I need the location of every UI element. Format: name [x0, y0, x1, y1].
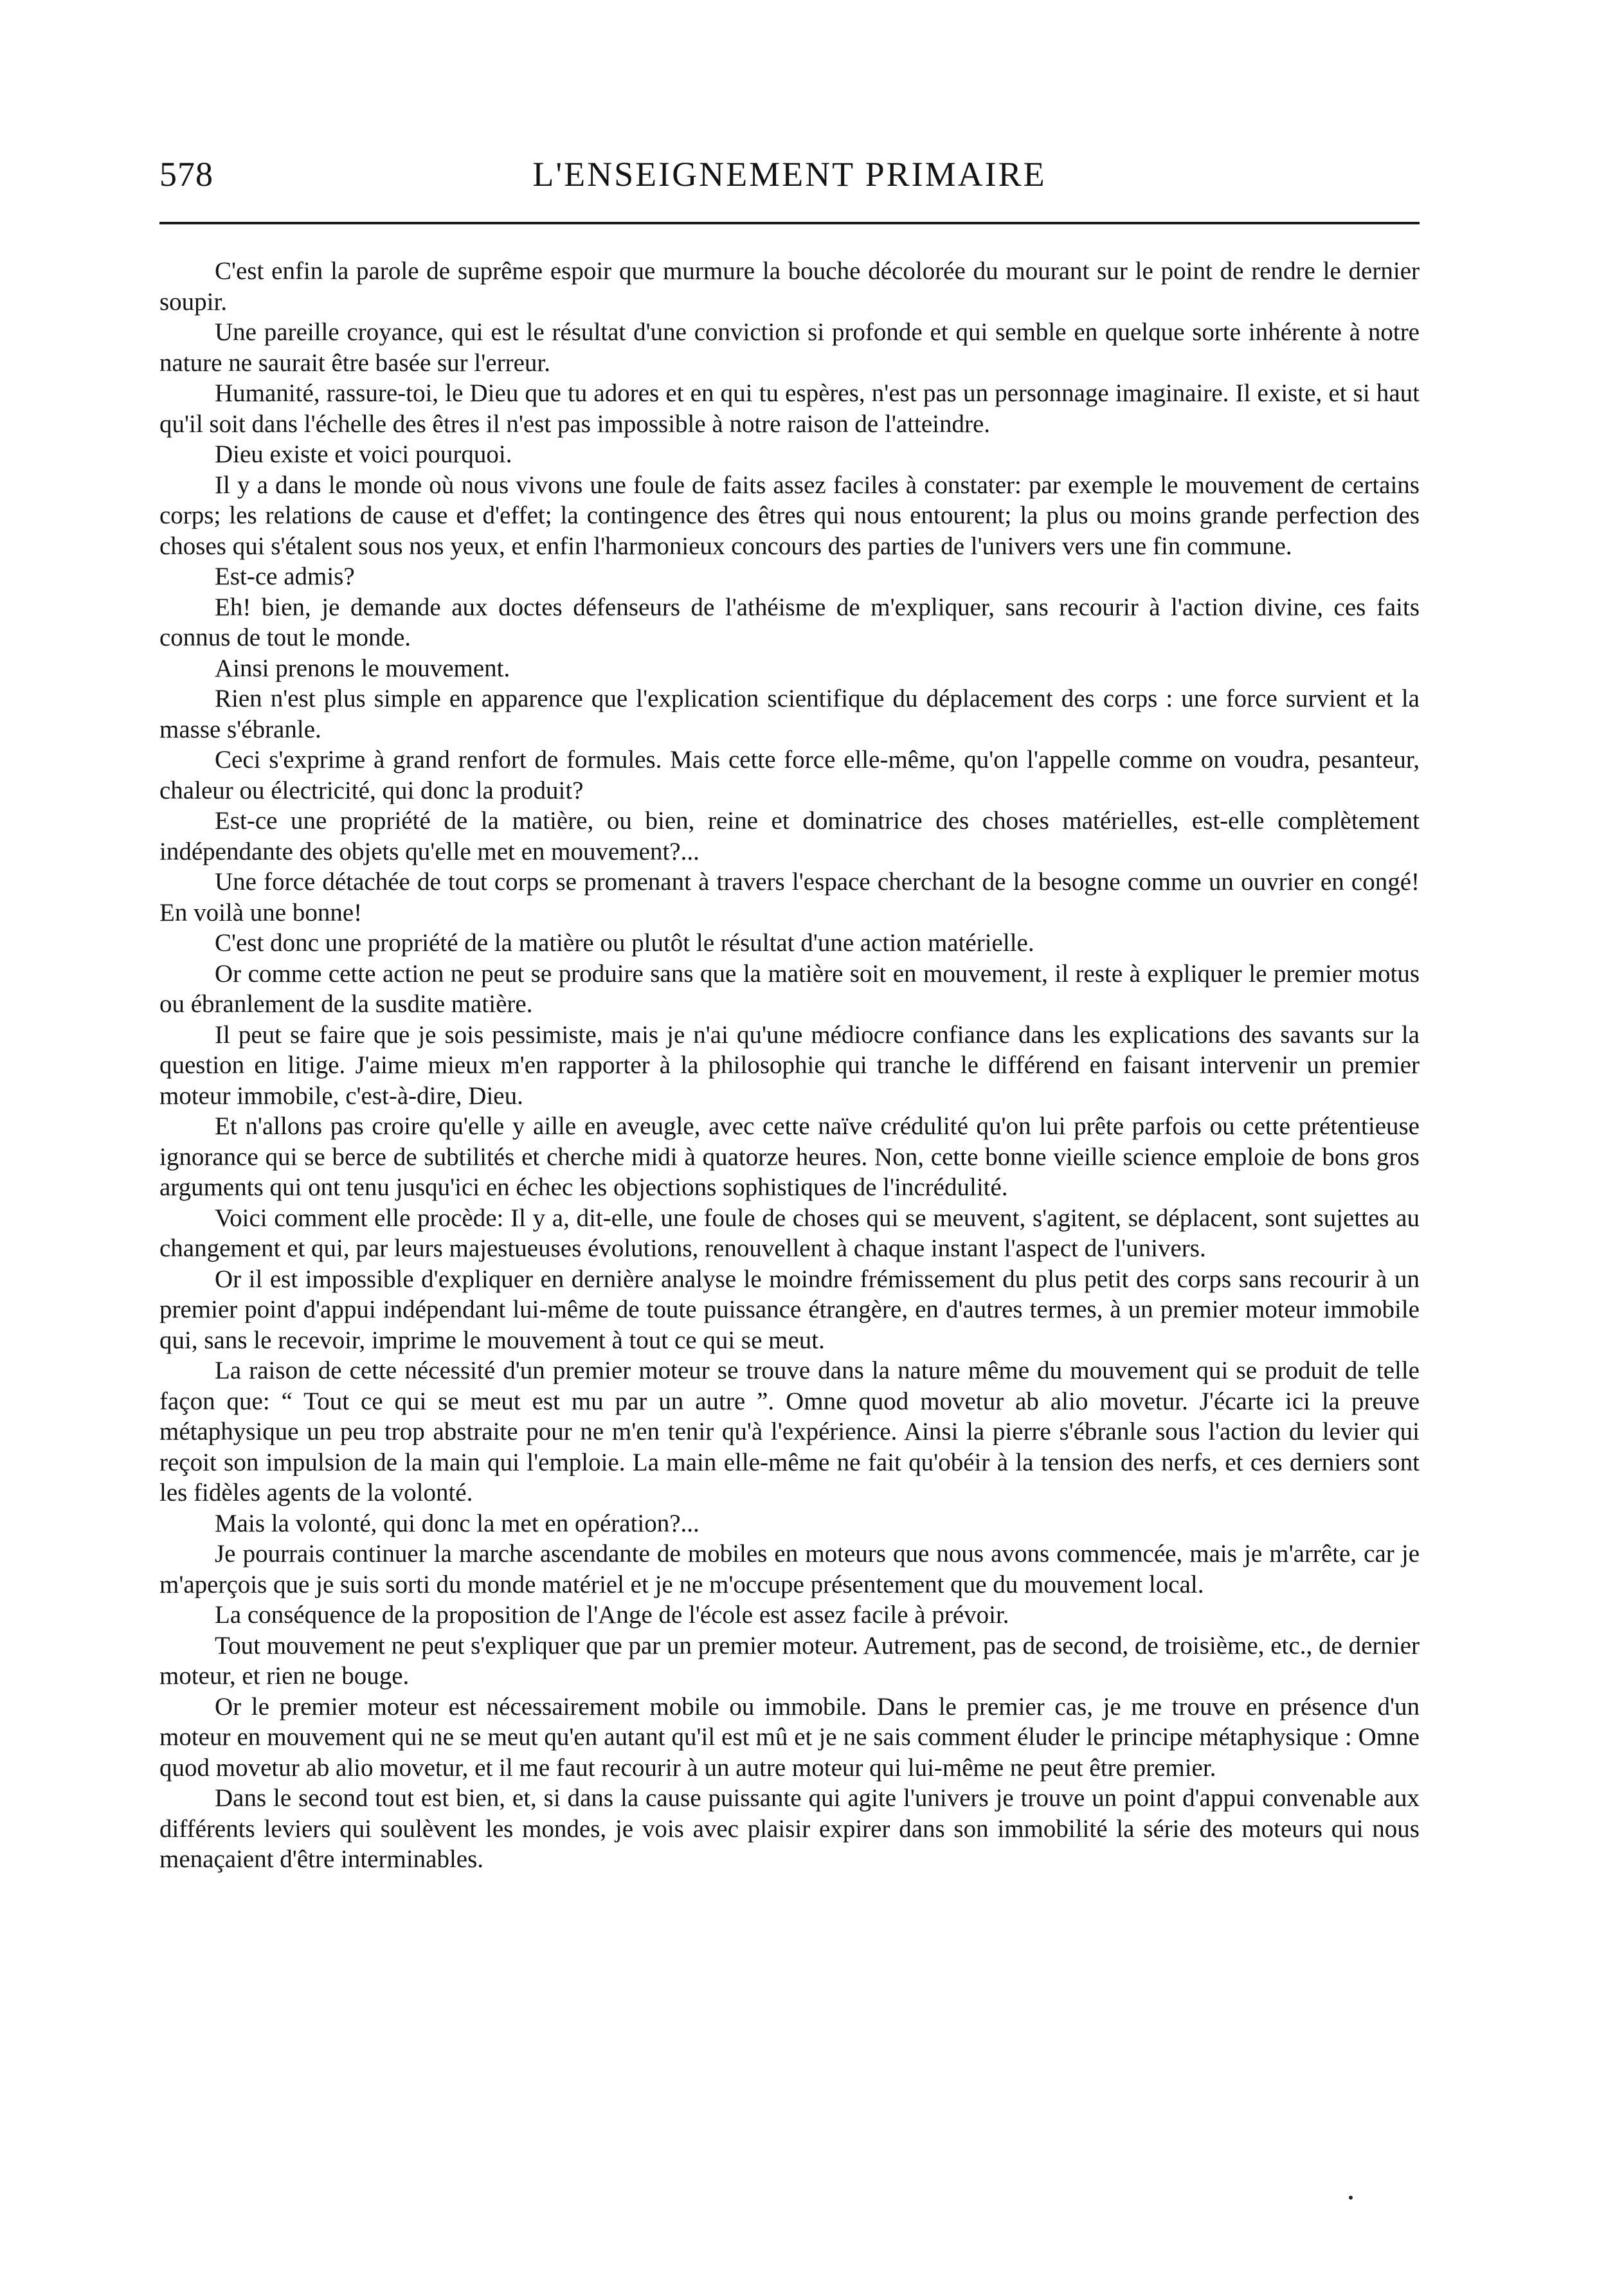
paragraph: Or le premier moteur est nécessairement mobile ou immobile. Dans le premier cas, je me trouve en présence d'un moteur en mouvement qui ne se meut qu'en autant qu'il est mû et je ne sais comment éluder le principe métaphysique : Omne quod movetur ab alio movetur, et il me faut recourir à un autre moteur qui lui-même ne peut être premier.: [159, 1692, 1420, 1782]
body-text: [159, 256, 1420, 1875]
paragraph: Je pourrais continuer la marche ascendante de mobiles en moteurs que nous avons commencée, mais je m'arrête, car je m'aperçois que je suis sorti du monde matériel et je ne m'occupe présentement que du mouvement local.: [159, 1540, 1420, 1598]
page-header: [159, 154, 1420, 199]
paragraph: Or il est impossible d'expliquer en dernière analyse le moindre frémissement du plus petit des corps sans recourir à un premier point d'appui indépendant lui-même de toute puissance étrangère, en d'autres termes, à un premier moteur immobile qui, sans le recevoir, imprime le mouvement à tout ce qui se meut.: [159, 1265, 1420, 1354]
paragraph: Est-ce une propriété de la matière, ou bien, reine et dominatrice des choses matérielles, est-elle complètement indépendante des objets qu'elle met en mouvement?...: [159, 807, 1420, 865]
paragraph: Est-ce admis?: [215, 563, 355, 590]
paragraph: Ainsi prenons le mouvement.: [215, 654, 510, 682]
paragraph: Une pareille croyance, qui est le résultat d'une conviction si profonde et qui semble en quelque sorte inhérente à notre nature ne saurait être basée sur l'erreur.: [159, 318, 1420, 377]
paragraph: Or comme cette action ne peut se produire sans que la matière soit en mouvement, il reste à expliquer le premier motus ou ébranlement de la susdite matière.: [159, 959, 1420, 1018]
paragraph: C'est donc une propriété de la matière ou plutôt le résultat d'une action matérielle.: [215, 929, 1034, 957]
paragraph: Et n'allons pas croire qu'elle y aille en aveugle, avec cette naïve crédulité qu'on lui prête parfois ou cette prétentieuse ignorance qui se berce de subtilités et cherche midi à quatorze heures. Non, cette bonne vieille science emploie de bons gros arguments qui ont tenu jusqu'ici en échec les objections sophistiques de l'incrédulité.: [159, 1112, 1420, 1201]
print-speck: [1349, 2196, 1353, 2200]
paragraph: Eh! bien, je demande aux doctes défenseurs de l'athéisme de m'expliquer, sans recourir à l'action divine, ces faits connus de tout le monde.: [159, 593, 1420, 651]
paragraph: Voici comment elle procède: Il y a, dit-elle, une foule de choses qui se meuvent, s'agitent, se déplacent, sont sujettes au changement et qui, par leurs majestueuses évolutions, renouvellent à chaque instant l'aspect de l'univers.: [159, 1204, 1420, 1262]
paragraph: Rien n'est plus simple en apparence que l'explication scientifique du déplacement des corps : une force survient et la masse s'ébranle.: [159, 685, 1420, 743]
paragraph: Il peut se faire que je sois pessimiste, mais je n'ai qu'une médiocre confiance dans les explications des savants sur la question en litige. J'aime mieux m'en rapporter à la philosophie qui tranche le différend en faisant intervenir un premier moteur immobile, c'est-à-dire, Dieu.: [159, 1020, 1420, 1110]
paragraph: Dieu existe et voici pourquoi.: [215, 440, 512, 468]
paragraph: Il y a dans le monde où nous vivons une foule de faits assez faciles à constater: par exemple le mouvement de certains corps; les relations de cause et d'effet; la contingence des êtres qui nous entourent; la plus ou moins grande perfection des choses qui s'étalent sous nos yeux, et enfin l'harmonieux concours des parties de l'univers vers une fin commune.: [159, 471, 1420, 560]
header-rule: [159, 222, 1420, 224]
paragraph: Une force détachée de tout corps se promenant à travers l'espace cherchant de la besogne comme un ouvrier en congé! En voilà une bonne!: [159, 868, 1420, 927]
paragraph: Dans le second tout est bien, et, si dans la cause puissante qui agite l'univers je trouve un point d'appui convenable aux différents leviers qui soulèvent les mondes, je vois avec plaisir expirer dans son immobilité la série des moteurs qui nous menaçaient d'être interminables.: [159, 1784, 1420, 1873]
running-title: L'ENSEIGNEMENT PRIMAIRE: [532, 155, 1047, 194]
paragraph: C'est enfin la parole de suprême espoir que murmure la bouche décolorée du mourant sur le point de rendre le dernier soupir.: [159, 257, 1420, 316]
paragraph: Humanité, rassure-toi, le Dieu que tu adores et en qui tu espères, n'est pas un personnage imaginaire. Il existe, et si haut qu'il soit dans l'échelle des êtres il n'est pas impossible à notre raison de l'atteindre.: [159, 379, 1420, 438]
paragraph: Ceci s'exprime à grand renfort de formules. Mais cette force elle-même, qu'on l'appelle comme on voudra, pesanteur, chaleur ou électricité, qui donc la produit?: [159, 746, 1420, 804]
paragraph: Mais la volonté, qui donc la met en opération?...: [215, 1509, 699, 1537]
page-number: 578: [159, 155, 213, 194]
paragraph: Tout mouvement ne peut s'expliquer que par un premier moteur. Autrement, pas de second, de troisième, etc., de dernier moteur, et rien ne bouge.: [159, 1631, 1420, 1690]
paragraph: La raison de cette nécessité d'un premier moteur se trouve dans la nature même du mouvement qui se produit de telle façon que: “ Tout ce qui se meut est mu par un autre ”. Omne quod movetur ab alio movetur. J'écarte ici la preuve métaphysique un peu trop abstraite pour ne m'en tenir qu'à l'expérience. Ainsi la pierre s'ébranle sous l'action du levier qui reçoit son impulsion de la main qui l'emploie. La main elle-même ne fait qu'obéir à la tension des nerfs, et ces derniers sont les fidèles agents de la volonté.: [159, 1357, 1420, 1506]
paragraph: La conséquence de la proposition de l'Ange de l'école est assez facile à prévoir.: [215, 1601, 1009, 1629]
